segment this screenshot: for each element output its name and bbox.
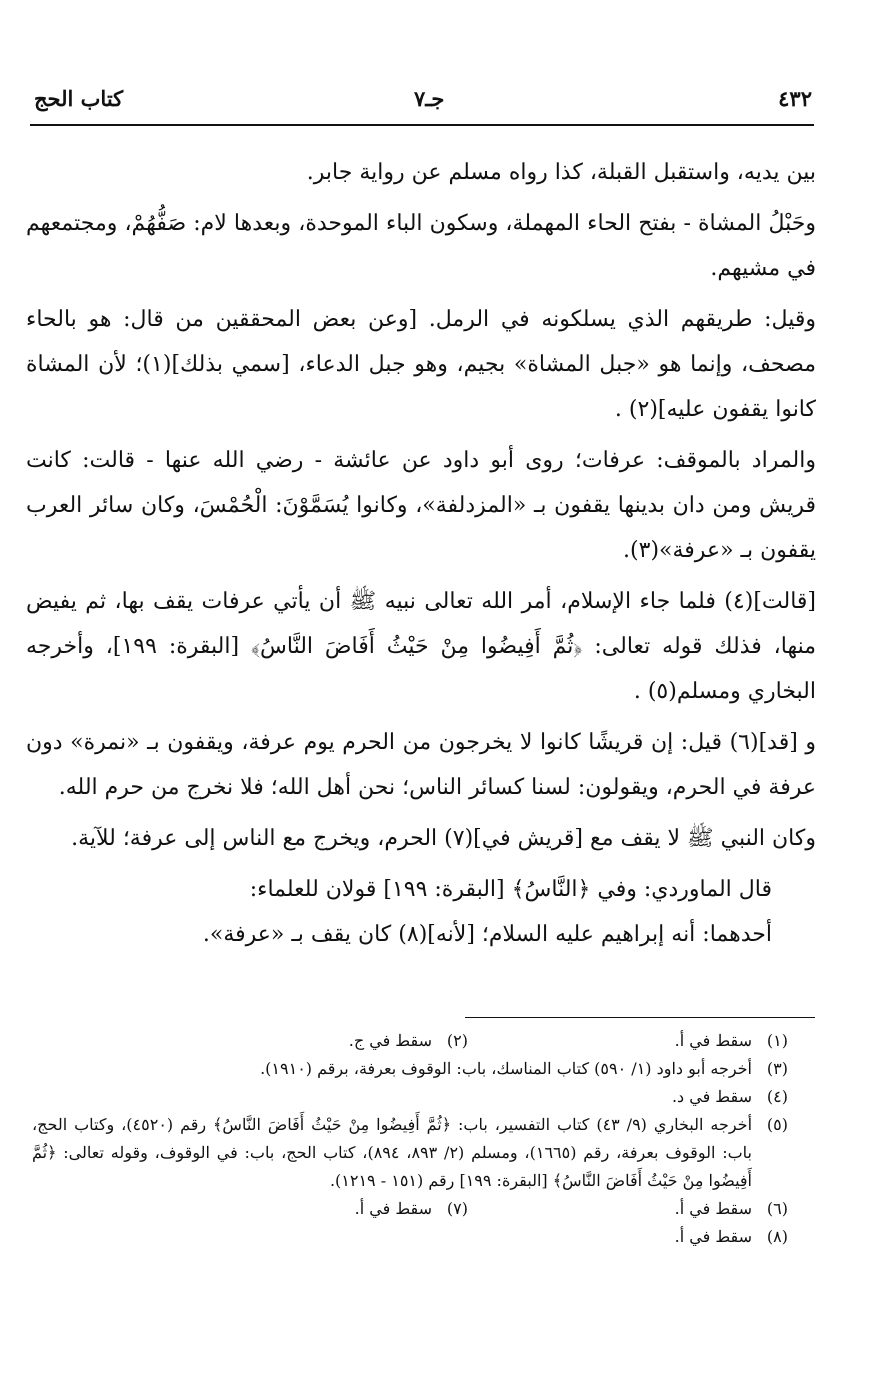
paragraph: والمراد بالموقف: عرفات؛ روى أبو داود عن عائشة - رضي الله عنها - قالت: كانت قريش ومن دان بدينها يقفون بـ «المزدلفة»، وكانوا يُسَمَّوْنَ: الْحُمْسَ، وكان سائر العرب يقفون بـ «عرفة»(٣). (26, 448, 816, 563)
running-header (34, 82, 812, 122)
footnote-text: أخرجه البخاري (٩/ ٤٣) كتاب التفسير، باب: ﴿ثُمَّ أَفِيضُوا مِنْ حَيْثُ أَفَاضَ النَّاسُ﴾ رقم (٤٥٢٠)، وكتاب الحج، باب: الوقوف بعرفة، رقم (١٦٦٥)، ومسلم (٢/ ٨٩٣، ٨٩٤)، كتاب الحج، باب: في الوقوف، وقوله تعالى: ﴿ثُمَّ أَفِيضُوا مِنْ حَيْثُ أَفَاضَ النَّاسُ﴾ [البقرة: ١٩٩] رقم (١٥١ - ١٢١٩). (32, 1115, 753, 1190)
book-title: كتاب الحج (34, 86, 124, 111)
footnote (468, 1195, 788, 1223)
footnote-text: سقط في أ. (674, 1199, 752, 1218)
footnote (32, 1083, 788, 1111)
footnote (32, 1223, 788, 1251)
paragraph: وكان النبي ﷺ لا يقف مع [قريش في](٧) الحرم، ويخرج مع الناس إلى عرفة؛ للآية. (71, 826, 816, 851)
footnote-number: (٥) (766, 1115, 788, 1134)
footnote-row (32, 1027, 788, 1055)
paragraph: بين يديه، واستقبل القبلة، كذا رواه مسلم عن رواية جابر. (306, 160, 816, 185)
header-divider (30, 124, 814, 126)
paragraph: وحَبْلُ المشاة - بفتح الحاء المهملة، وسكون الباء الموحدة، وبعدها لام: صَفُّهُمْ، ومجتمعهم في مشيهم. (26, 211, 816, 281)
paragraph: [قالت](٤) فلما جاء الإسلام، أمر الله تعالى نبيه ﷺ أن يأتي عرفات يقف بها، ثم يفيض منها، فذلك قوله تعالى: ﴿ثُمَّ أَفِيضُوا مِنْ حَيْثُ أَفَاضَ النَّاسُ﴾ [البقرة: ١٩٩]، وأخرجه البخاري ومسلم(٥) . (26, 589, 817, 704)
footnote-text: سقط في د. (671, 1087, 752, 1106)
paragraph: و [قد](٦) قيل: إن قريشًا كانوا لا يخرجون من الحرم يوم عرفة، ويقفون بـ «نمرة» دون عرفة في الحرم، ويقولون: لسنا كسائر الناس؛ نحن أهل الله؛ فلا نخرج من حرم الله. (26, 730, 816, 800)
footnote-number: (٣) (766, 1059, 788, 1078)
footnote-number: (٢) (446, 1031, 468, 1050)
footnote-text: سقط في أ. (674, 1227, 752, 1246)
footnote-number: (٤) (766, 1087, 788, 1106)
footnote-text: أخرجه أبو داود (١/ ٥٩٠) كتاب المناسك، باب: الوقوف بعرفة، برقم (١٩١٠). (260, 1059, 752, 1078)
footnote-text: سقط في أ. (354, 1199, 432, 1218)
footnote (32, 1111, 788, 1195)
volume-label: جـ٧ (414, 86, 445, 111)
footnote-number: (٦) (766, 1199, 788, 1218)
footnotes (32, 1027, 788, 1251)
footnote-number: (٨) (766, 1227, 788, 1246)
footnote (32, 1055, 788, 1083)
paragraph: وقيل: طريقهم الذي يسلكونه في الرمل. [وعن بعض المحققين من قال: هو بالحاء مصحف، وإنما هو «جبل المشاة» بجيم، وهو جبل الدعاء، [سمي بذلك](١)؛ لأن المشاة كانوا يقفون عليه](٢) . (26, 307, 816, 422)
main-text (26, 150, 816, 957)
footnote-number: (١) (766, 1031, 788, 1050)
footnote-divider (465, 1017, 815, 1018)
footnote (468, 1027, 788, 1055)
footnote-number: (٧) (446, 1199, 468, 1218)
footnote (168, 1195, 468, 1223)
footnote-row (32, 1195, 788, 1223)
footnote (168, 1027, 468, 1055)
page-number: ٤٣٢ (778, 86, 812, 111)
footnote-text: سقط في ج. (348, 1031, 432, 1050)
footnote-text: سقط في أ. (674, 1031, 752, 1050)
paragraph: أحدهما: أنه إبراهيم عليه السلام؛ [لأنه](٨) كان يقف بـ «عرفة». (202, 922, 772, 947)
paragraph: قال الماوردي: وفي ﴿النَّاسُ﴾ [البقرة: ١٩٩] قولان للعلماء: (249, 877, 772, 902)
